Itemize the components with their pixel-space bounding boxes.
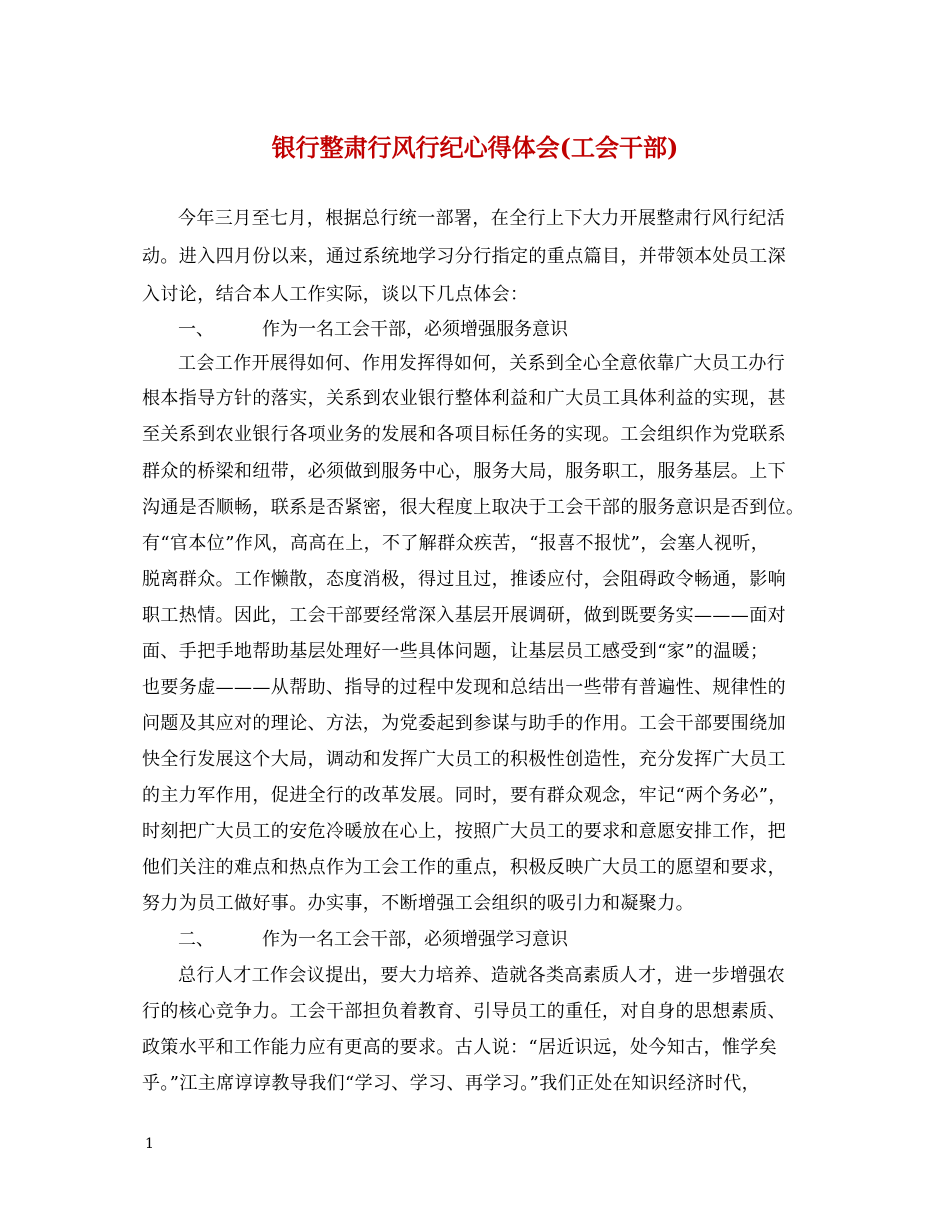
document-title: 银行整肃行风行纪心得体会(工会干部): [271, 133, 679, 162]
paragraph-line: 根本指导方针的落实，关系到农业银行整体利益和广大员工具体利益的实现，甚: [142, 388, 786, 409]
section-heading-text: 作为一名工会干部，必须增强服务意识: [262, 319, 568, 340]
paragraph-line: 问题及其应对的理论、方法，为党委起到参谋与助手的作用。工会干部要围绕加: [142, 713, 786, 734]
paragraph-line: 时刻把广大员工的安危冷暖放在心上，按照广大员工的要求和意愿安排工作，把: [142, 821, 786, 842]
paragraph-line: 群众的桥梁和纽带，必须做到服务中心，服务大局，服务职工，服务基层。上下: [142, 461, 786, 482]
paragraph-line: 面、手把手地帮助基层处理好一些具体问题，让基层员工感受到“家”的温暖；: [142, 641, 769, 662]
paragraph-line: 也要务虚———从帮助、指导的过程中发现和总结出一些带有普遍性、规律性的: [142, 677, 786, 698]
paragraph-line: 入讨论，结合本人工作实际，谈以下几点体会：: [142, 284, 529, 305]
page-number: 1: [145, 1136, 154, 1152]
section-heading-text: 作为一名工会干部，必须增强学习意识: [262, 929, 568, 950]
paragraph-line: 动。进入四月份以来，通过系统地学习分行指定的重点篇目，并带领本处员工深: [142, 246, 786, 267]
paragraph-line: 努力为员工做好事。办实事，不断增强工会组织的吸引力和凝聚力。: [142, 893, 694, 914]
paragraph-line: 的主力军作用，促进全行的改革发展。同时，要有群众观念，牢记“两个务必”，: [142, 785, 787, 806]
paragraph-line: 他们关注的难点和热点作为工会工作的重点，积极反映广大员工的愿望和要求，: [142, 857, 786, 878]
paragraph-line: 脱离群众。工作懒散，态度消极，得过且过，推诿应付，会阻碍政令畅通，影响: [142, 569, 786, 590]
paragraph-line: 总行人才工作会议提出，要大力培养、造就各类高素质人才，进一步增强农: [178, 965, 786, 986]
paragraph-line: 沟通是否顺畅，联系是否紧密，很大程度上取决于工会干部的服务意识是否到位。: [142, 497, 805, 518]
paragraph-line: 今年三月至七月，根据总行统一部署，在全行上下大力开展整肃行风行纪活: [178, 208, 786, 229]
paragraph-line: 政策水平和工作能力应有更高的要求。古人说：“居近识远，处今知古，惟学矣: [142, 1037, 778, 1058]
paragraph-line: 至关系到农业银行各项业务的发展和各项目标任务的实现。工会组织作为党联系: [142, 424, 786, 445]
paragraph-line: 职工热情。因此，工会干部要经常深入基层开展调研，做到既要务实———面对: [142, 605, 786, 626]
paragraph-line: 乎。”江主席谆谆教导我们“学习、学习、再学习。”我们正处在知识经济时代，: [142, 1073, 761, 1094]
paragraph-line: 工会工作开展得如何、作用发挥得如何，关系到全心全意依靠广大员工办行: [178, 353, 786, 374]
section-heading-number: 一、: [178, 319, 214, 340]
section-heading-number: 二、: [178, 929, 214, 950]
paragraph-line: 快全行发展这个大局，调动和发挥广大员工的积极性创造性，充分发挥广大员工: [142, 749, 786, 770]
paragraph-line: 有“官本位”作风，高高在上，不了解群众疾苦，“报喜不报忧”，会塞人视听，: [142, 533, 770, 554]
paragraph-line: 行的核心竞争力。工会干部担负着教育、引导员工的重任，对自身的思想素质、: [142, 1001, 786, 1022]
